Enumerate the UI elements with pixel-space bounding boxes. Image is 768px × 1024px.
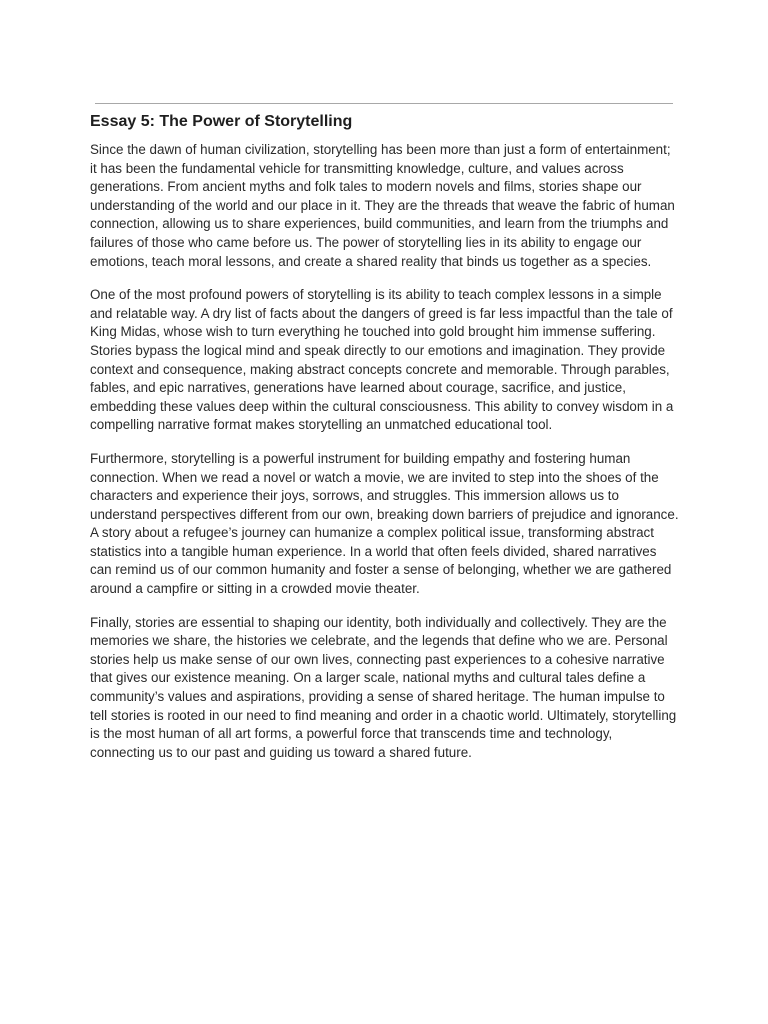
header-divider: [95, 103, 673, 104]
essay-title: Essay 5: The Power of Storytelling: [90, 113, 353, 130]
essay-paragraph: Since the dawn of human civilization, storytelling has been more than just a form of entertainment; it has been the fundamental vehicle for transmitting knowledge, culture, and values across generations. From ancient myths and folk tales to modern novels and films, stories shape our understanding of the world and our place in it. They are the threads that weave the fabric of human connection, allowing us to share experiences, build communities, and learn from the triumphs and failures of those who came before us. The power of storytelling lies in its ability to engage our emotions, teach moral lessons, and create a shared reality that binds us together as a species.: [90, 142, 675, 269]
essay-paragraph: Furthermore, storytelling is a powerful instrument for building empathy and fostering human connection. When we read a novel or watch a movie, we are invited to step into the shoes of the characters and experience their joys, sorrows, and struggles. This immersion allows us to understand perspectives different from our own, breaking down barriers of prejudice and ignorance. A story about a refugee’s journey can humanize a complex political issue, transforming abstract statistics into a tangible human experience. In a world that often feels divided, shared narratives can remind us of our common humanity and foster a sense of belonging, whether we are gathered around a campfire or sitting in a crowded movie theater.: [90, 450, 679, 597]
essay-paragraph: One of the most profound powers of storytelling is its ability to teach complex lessons in a simple and relatable way. A dry list of facts about the dangers of greed is far less impactful than the tale of King Midas, whose wish to turn everything he touched into gold brought him immense suffering. Stories bypass the logical mind and speak directly to our emotions and imagination. They provide context and consequence, making abstract concepts concrete and memorable. Through parables, fables, and epic narratives, generations have learned about courage, sacrifice, and justice, embedding these values deep within the cultural consciousness. This ability to convey wisdom in a compelling narrative format makes storytelling an unmatched educational tool.: [90, 287, 674, 433]
essay-paragraph: Finally, stories are essential to shaping our identity, both individually and collectively. They are the memories we share, the histories we celebrate, and the legends that define who we are. Personal stories help us make sense of our own lives, connecting past experiences to a cohesive narrative that gives our existence meaning. On a larger scale, national myths and cultural tales define a community’s values and aspirations, providing a sense of shared heritage. The human impulse to tell stories is rooted in our need to find meaning and order in a chaotic world. Ultimately, storytelling is the most human of all art forms, a powerful force that transcends time and technology, connecting us to our past and guiding us toward a shared future.: [90, 614, 677, 760]
essay-body: [90, 112, 679, 777]
